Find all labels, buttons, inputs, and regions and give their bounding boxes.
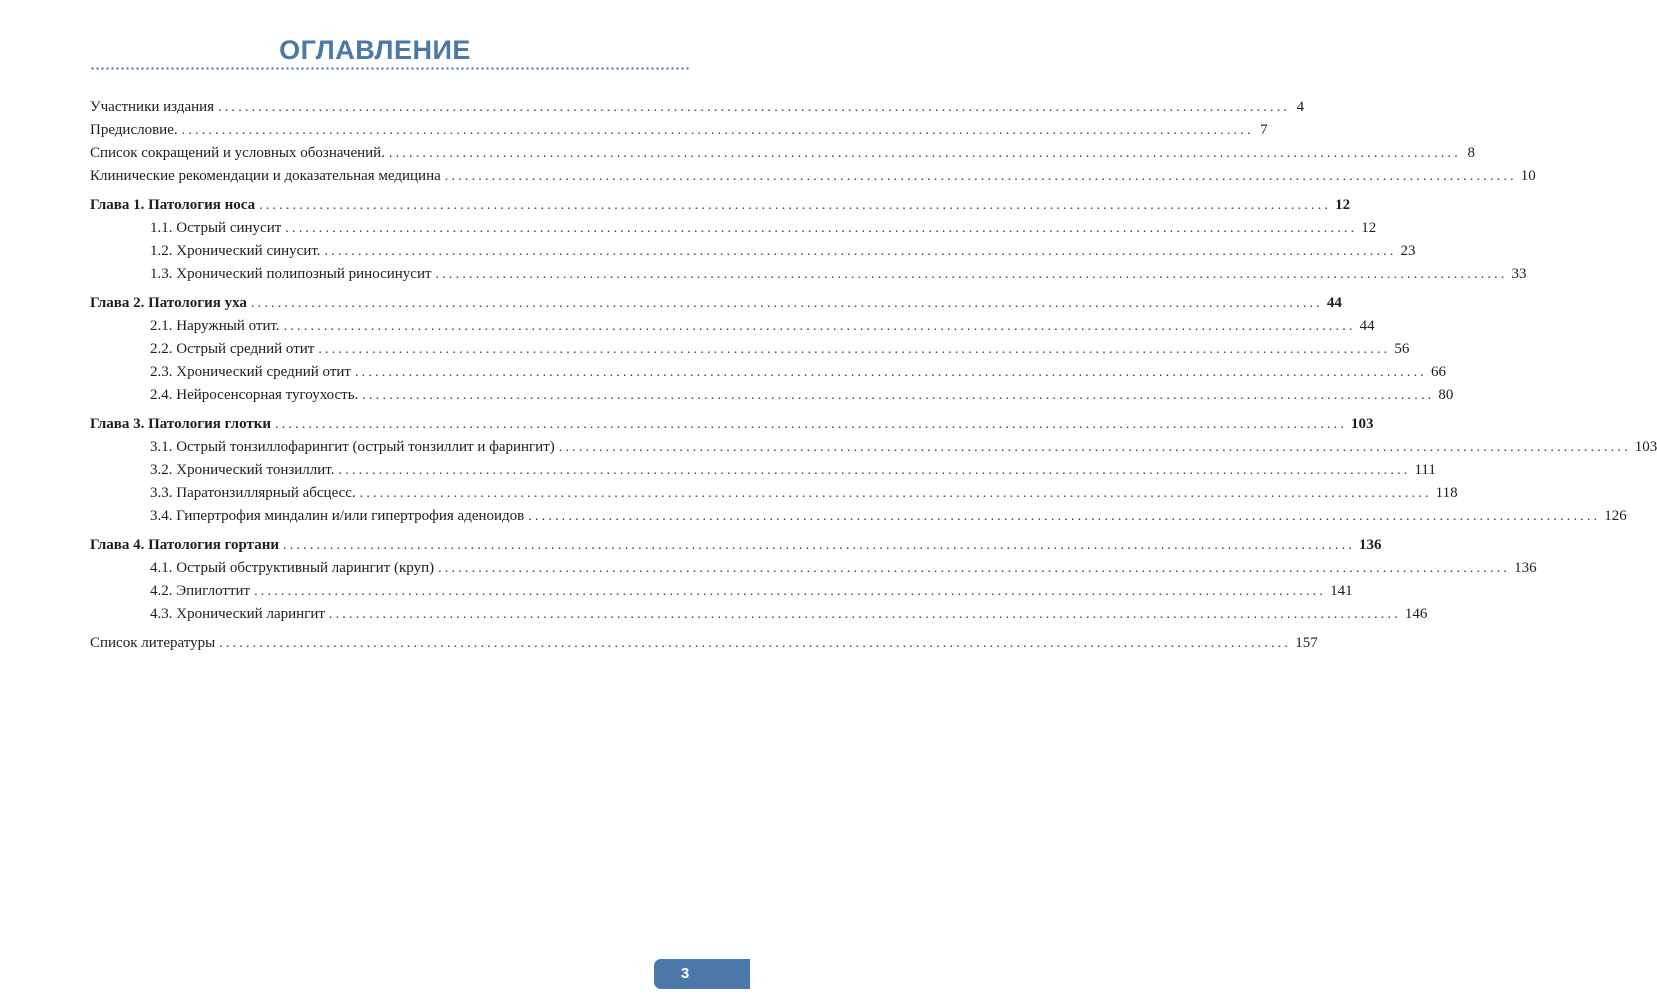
toc-section-2-1[interactable] — [150, 315, 1375, 337]
toc-section-page: 12 — [1361, 220, 1377, 236]
toc-section-label: 4.1. Острый обструктивный ларингит (круп) — [150, 560, 435, 576]
toc-section-page: 44 — [1359, 318, 1375, 334]
toc-section-label: 2.4. Нейросенсорная тугоухость. — [150, 387, 359, 403]
toc-section-3-3[interactable] — [150, 482, 1458, 504]
toc-entry-preface[interactable] — [90, 119, 1268, 141]
toc-section-page: 56 — [1394, 341, 1410, 357]
toc-section-page: 136 — [1514, 560, 1537, 576]
toc-section-page: 146 — [1404, 606, 1428, 622]
toc-section-page: 126 — [1604, 508, 1627, 524]
dot-leader: ................................................................................................................................................................ — [354, 365, 1427, 380]
dot-leader: ................................................................................................................................................................ — [388, 146, 1461, 161]
toc-chapter-4[interactable] — [90, 534, 1382, 556]
toc-chapter-label: Глава 1. Патология носа — [90, 197, 256, 213]
dot-leader: ................................................................................................................................................................ — [285, 221, 1358, 236]
dot-leader: ................................................................................................................................................................ — [324, 244, 1397, 259]
title-dotted-rule — [90, 67, 690, 70]
toc-section-4-2[interactable] — [150, 580, 1353, 602]
toc-section-label: 3.1. Острый тонзиллофарингит (острый тонзиллит и фарингит) — [150, 439, 555, 455]
toc-chapter-page: 103 — [1351, 416, 1374, 432]
dot-leader: ................................................................................................................................................................ — [259, 198, 1332, 213]
dot-leader: ................................................................................................................................................................ — [362, 388, 1435, 403]
toc-chapter-page: 136 — [1359, 537, 1382, 553]
toc-chapter-3[interactable] — [90, 413, 1374, 435]
toc-chapter-2[interactable] — [90, 292, 1342, 314]
toc-entry-clinical-guidelines[interactable] — [90, 165, 1536, 187]
page-title: ОГЛАВЛЕНИЕ — [279, 35, 471, 65]
dot-leader: ................................................................................................................................................................ — [435, 267, 1508, 282]
toc-chapter-1[interactable] — [90, 194, 1351, 216]
dot-leader: ................................................................................................................................................................ — [318, 342, 1391, 357]
toc-section-label: 1.1. Острый синусит — [150, 220, 282, 236]
toc-section-2-3[interactable] — [150, 361, 1446, 383]
dot-leader: ................................................................................................................................................................ — [219, 636, 1292, 651]
dot-leader: ................................................................................................................................................................ — [338, 463, 1411, 478]
dot-leader: ................................................................................................................................................................ — [218, 100, 1291, 115]
toc-entry-contributors[interactable] — [90, 96, 1305, 118]
toc-chapter-label: Глава 4. Патология гортани — [90, 537, 280, 553]
dot-leader: ................................................................................................................................................................ — [275, 417, 1348, 432]
toc-section-label: 3.3. Паратонзиллярный абсцесс. — [150, 485, 356, 501]
toc-section-2-2[interactable] — [150, 338, 1410, 360]
toc-entry-label: Предисловие. — [90, 122, 178, 138]
toc-section-3-2[interactable] — [150, 459, 1436, 481]
toc-section-1-3[interactable] — [150, 263, 1527, 285]
dot-leader: ................................................................................................................................................................ — [181, 123, 1254, 138]
toc-section-4-3[interactable] — [150, 603, 1428, 625]
toc-chapter-page: 12 — [1335, 197, 1351, 213]
toc-section-label: 2.3. Хронический средний отит — [150, 364, 351, 380]
toc-section-label: 2.2. Острый средний отит — [150, 341, 315, 357]
toc-section-label: 2.1. Наружный отит. — [150, 318, 280, 334]
dot-leader: ................................................................................................................................................................ — [444, 169, 1517, 184]
toc-section-label: 1.3. Хронический полипозный риносинусит — [150, 266, 432, 282]
toc-section-page: 141 — [1330, 583, 1353, 599]
dot-leader: ................................................................................................................................................................ — [359, 486, 1432, 501]
toc-section-label: 3.4. Гипертрофия миндалин и/или гипертрофия аденоидов — [150, 508, 525, 524]
toc-section-3-4[interactable] — [150, 505, 1627, 527]
toc-section-label: 4.3. Хронический ларингит — [150, 606, 325, 622]
toc-entry-page: 8 — [1467, 145, 1475, 161]
toc-entry-label: Список литературы — [90, 635, 216, 651]
dot-leader: ................................................................................................................................................................ — [254, 584, 1327, 599]
toc-chapter-label: Глава 2. Патология уха — [90, 295, 247, 311]
toc-entry-page: 157 — [1295, 635, 1318, 651]
page-number-tab — [654, 959, 750, 989]
dot-leader: ................................................................................................................................................................ — [328, 607, 1401, 622]
toc-entry-bibliography[interactable] — [90, 632, 1318, 654]
toc-section-2-4[interactable] — [150, 384, 1454, 406]
toc-entry-abbreviations[interactable] — [90, 142, 1475, 164]
dot-leader: ................................................................................................................................................................ — [283, 319, 1356, 334]
toc-section-page: 118 — [1435, 485, 1458, 501]
toc-section-page: 103 — [1634, 439, 1657, 455]
toc-entry-page: 7 — [1260, 122, 1268, 138]
toc-section-page: 23 — [1400, 243, 1416, 259]
toc-section-label: 1.2. Хронический синусит. — [150, 243, 321, 259]
toc-section-3-1[interactable] — [150, 436, 1657, 458]
dot-leader: ................................................................................................................................................................ — [283, 538, 1356, 553]
toc-section-1-1[interactable] — [150, 217, 1377, 239]
toc-entry-page: 10 — [1520, 168, 1536, 184]
toc-section-1-2[interactable] — [150, 240, 1416, 262]
dot-leader: ................................................................................................................................................................ — [250, 296, 1323, 311]
toc-section-label: 3.2. Хронический тонзиллит. — [150, 462, 335, 478]
toc-section-page: 111 — [1414, 462, 1436, 478]
toc-entry-label: Клинические рекомендации и доказательная медицина — [90, 168, 441, 184]
toc-section-page: 80 — [1438, 387, 1454, 403]
toc-section-label: 4.2. Эпиглоттит — [150, 583, 251, 599]
toc-section-page: 66 — [1430, 364, 1446, 380]
toc-section-4-1[interactable] — [150, 557, 1537, 579]
toc-entry-label: Участники издания — [90, 99, 215, 115]
toc-chapter-label: Глава 3. Патология глотки — [90, 416, 272, 432]
dot-leader: ................................................................................................................................................................ — [438, 561, 1511, 576]
toc-entry-label: Список сокращений и условных обозначений. — [90, 145, 385, 161]
page-number: 3 — [680, 965, 690, 982]
dot-leader: ................................................................................................................................................................ — [528, 509, 1601, 524]
toc-section-page: 33 — [1511, 266, 1527, 282]
toc-chapter-page: 44 — [1326, 295, 1342, 311]
dot-leader: ................................................................................................................................................................ — [558, 440, 1631, 455]
toc-entry-page: 4 — [1296, 99, 1305, 115]
